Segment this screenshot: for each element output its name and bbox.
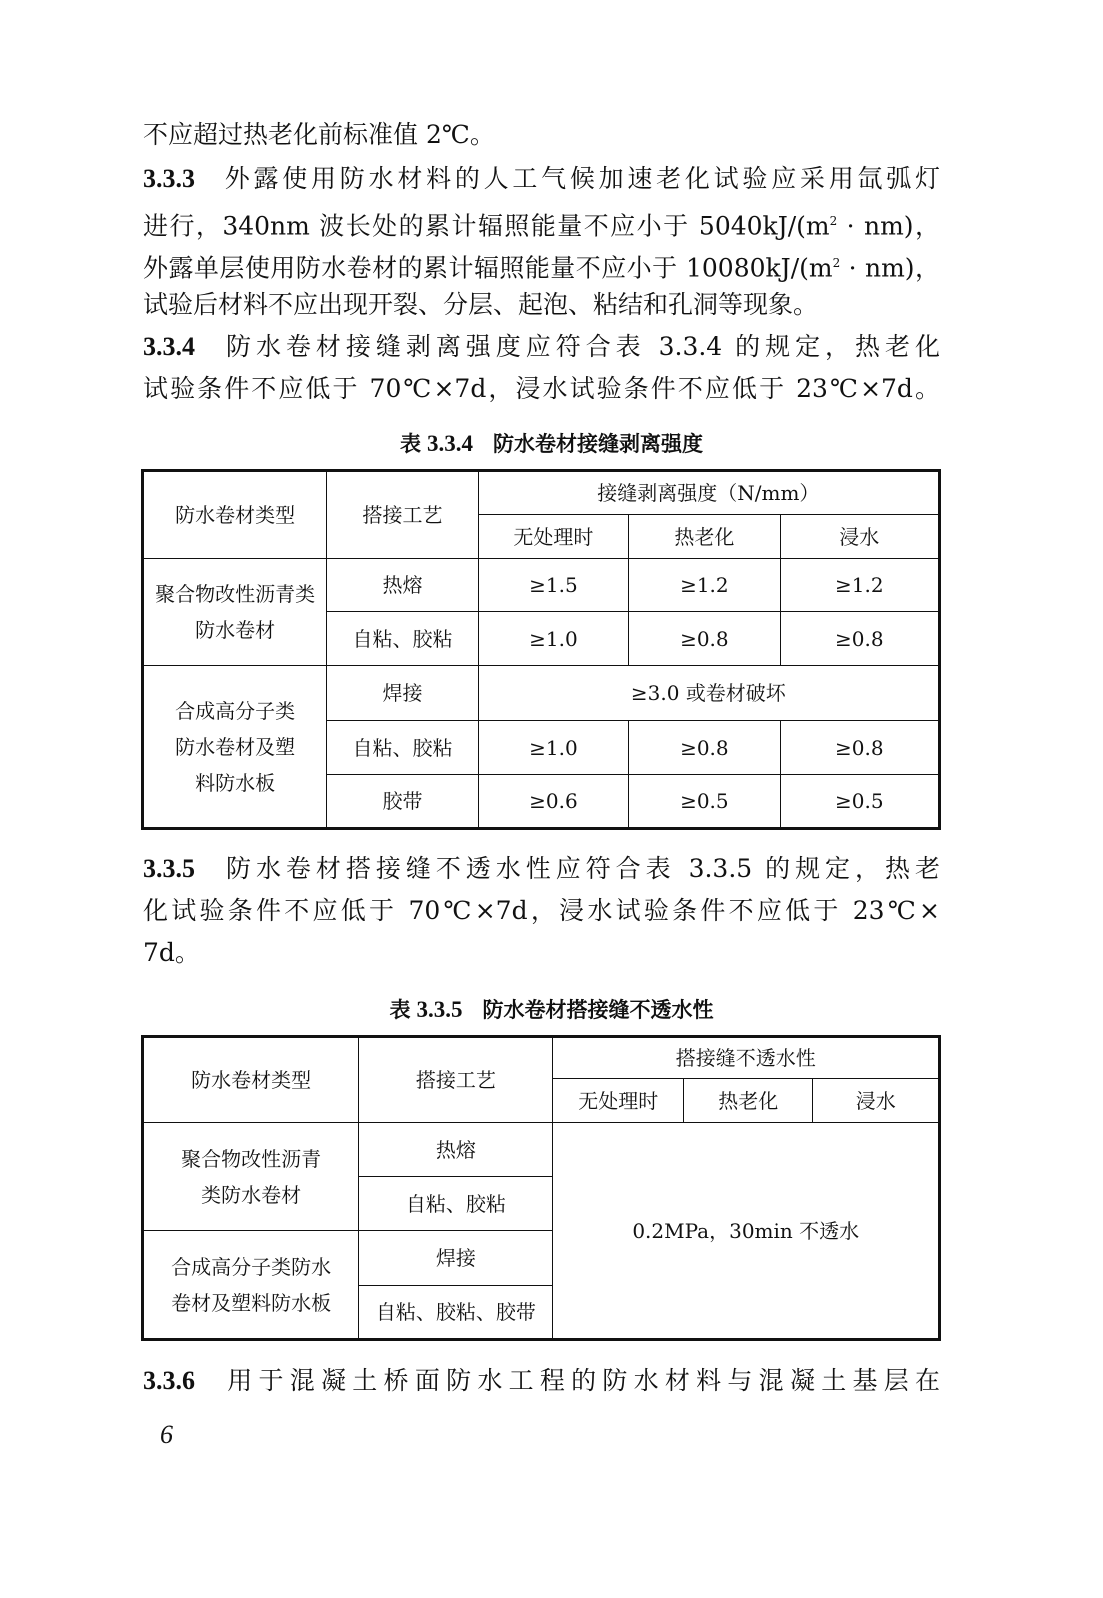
clause-3-3-6 bbox=[143, 1362, 940, 1400]
method-cell: 自粘、胶粘 bbox=[359, 1177, 553, 1231]
watertightness-table bbox=[141, 1035, 941, 1341]
caption-number: 3.3.5 bbox=[416, 997, 463, 1022]
paragraph-line: 7d。 bbox=[143, 938, 200, 967]
caption-prefix: 表 bbox=[389, 998, 411, 1022]
method-cell: 焊接 bbox=[359, 1231, 553, 1286]
caption-number: 3.3.4 bbox=[427, 431, 473, 456]
paragraph-text: 防水卷材搭接缝不透水性应符合表 3.3.5 的规定，热老 bbox=[221, 854, 940, 883]
caption-prefix: 表 bbox=[400, 432, 421, 456]
header-method: 搭接工艺 bbox=[359, 1037, 553, 1123]
header-type: 防水卷材类型 bbox=[143, 471, 327, 559]
header-col: 热老化 bbox=[683, 1079, 812, 1123]
method-cell: 自粘、胶粘、胶带 bbox=[359, 1286, 553, 1340]
clause-3-3-3 bbox=[143, 160, 940, 198]
method-cell: 焊接 bbox=[327, 666, 478, 721]
header-col: 热老化 bbox=[629, 515, 780, 559]
header-type: 防水卷材类型 bbox=[143, 1037, 359, 1123]
value-cell: 0.2MPa，30min 不透水 bbox=[553, 1123, 940, 1340]
value-cell: ≥1.0 bbox=[478, 721, 628, 775]
header-col: 浸水 bbox=[780, 515, 939, 559]
header-group: 搭接缝不透水性 bbox=[553, 1037, 940, 1079]
paragraph-line: 试验后材料不应出现开裂、分层、起泡、粘结和孔洞等现象。 bbox=[143, 290, 819, 319]
group-cell: 聚合物改性沥青类防水卷材 bbox=[143, 559, 327, 666]
group-cell: 合成高分子类防水卷材及塑料防水板 bbox=[143, 666, 327, 829]
header-col: 无处理时 bbox=[478, 515, 628, 559]
value-cell: ≥1.2 bbox=[629, 559, 780, 612]
method-cell: 胶带 bbox=[327, 775, 478, 829]
header-col: 浸水 bbox=[813, 1079, 940, 1123]
peel-strength-table bbox=[141, 469, 941, 830]
paragraph-text: 外露单层使用防水卷材的累计辐照能量不应小于 10080kJ/(m bbox=[143, 253, 833, 283]
value-cell: ≥0.8 bbox=[780, 721, 939, 775]
method-cell: 热熔 bbox=[327, 559, 478, 612]
value-cell: ≥1.0 bbox=[478, 612, 628, 666]
group-cell: 聚合物改性沥青类防水卷材 bbox=[143, 1123, 359, 1231]
value-cell: ≥0.5 bbox=[780, 775, 939, 829]
paragraph-line: 化试验条件不应低于 70℃×7d，浸水试验条件不应低于 23℃× bbox=[143, 896, 940, 925]
paragraph-text: 防水卷材接缝剥离强度应符合表 3.3.4 的规定，热老化 bbox=[221, 332, 940, 361]
value-cell: ≥1.2 bbox=[780, 559, 939, 612]
paragraph-line: 试验条件不应低于 70℃×7d，浸水试验条件不应低于 23℃×7d。 bbox=[143, 374, 940, 403]
header-group: 接缝剥离强度（N/mm） bbox=[478, 471, 939, 515]
header-col: 无处理时 bbox=[553, 1079, 683, 1123]
caption-title: 防水卷材搭接缝不透水性 bbox=[482, 998, 714, 1022]
method-cell: 自粘、胶粘 bbox=[327, 721, 478, 775]
value-cell: ≥0.6 bbox=[478, 775, 628, 829]
value-cell: ≥0.8 bbox=[780, 612, 939, 666]
paragraph-line: 不应超过热老化前标准值 2℃。 bbox=[143, 120, 495, 149]
value-cell: ≥0.8 bbox=[629, 721, 780, 775]
superscript: 2 bbox=[829, 214, 838, 228]
caption-title: 防水卷材接缝剥离强度 bbox=[493, 432, 703, 456]
method-cell: 自粘、胶粘 bbox=[327, 612, 478, 666]
paragraph-text: 用于混凝土桥面防水工程的防水材料与混凝土基层在 bbox=[221, 1366, 940, 1395]
page-number: 6 bbox=[160, 1420, 173, 1449]
paragraph-text: 外露使用防水材料的人工气候加速老化试验应采用氙弧灯 bbox=[221, 164, 940, 193]
value-cell: ≥1.5 bbox=[478, 559, 628, 612]
method-cell: 热熔 bbox=[359, 1123, 553, 1177]
table-caption bbox=[0, 429, 1103, 459]
clause-3-3-5 bbox=[143, 850, 940, 888]
superscript: 2 bbox=[832, 256, 841, 270]
clause-number: 3.3.3 bbox=[143, 164, 195, 193]
header-method: 搭接工艺 bbox=[327, 471, 478, 559]
clause-number: 3.3.5 bbox=[143, 854, 195, 883]
paragraph-line bbox=[143, 202, 940, 240]
value-cell: ≥0.5 bbox=[629, 775, 780, 829]
group-cell: 合成高分子类防水卷材及塑料防水板 bbox=[143, 1231, 359, 1340]
value-cell: ≥0.8 bbox=[629, 612, 780, 666]
paragraph-text: · nm)， bbox=[840, 253, 941, 283]
clause-3-3-4 bbox=[143, 328, 940, 366]
paragraph-text: · nm)， bbox=[837, 211, 940, 241]
value-cell: ≥3.0 或卷材破坏 bbox=[478, 666, 939, 721]
paragraph-line bbox=[143, 244, 940, 282]
clause-number: 3.3.6 bbox=[143, 1366, 195, 1395]
paragraph-text: 进行，340nm 波长处的累计辐照能量不应小于 5040kJ/(m bbox=[143, 211, 830, 241]
clause-number: 3.3.4 bbox=[143, 332, 195, 361]
table-caption bbox=[0, 995, 1103, 1025]
